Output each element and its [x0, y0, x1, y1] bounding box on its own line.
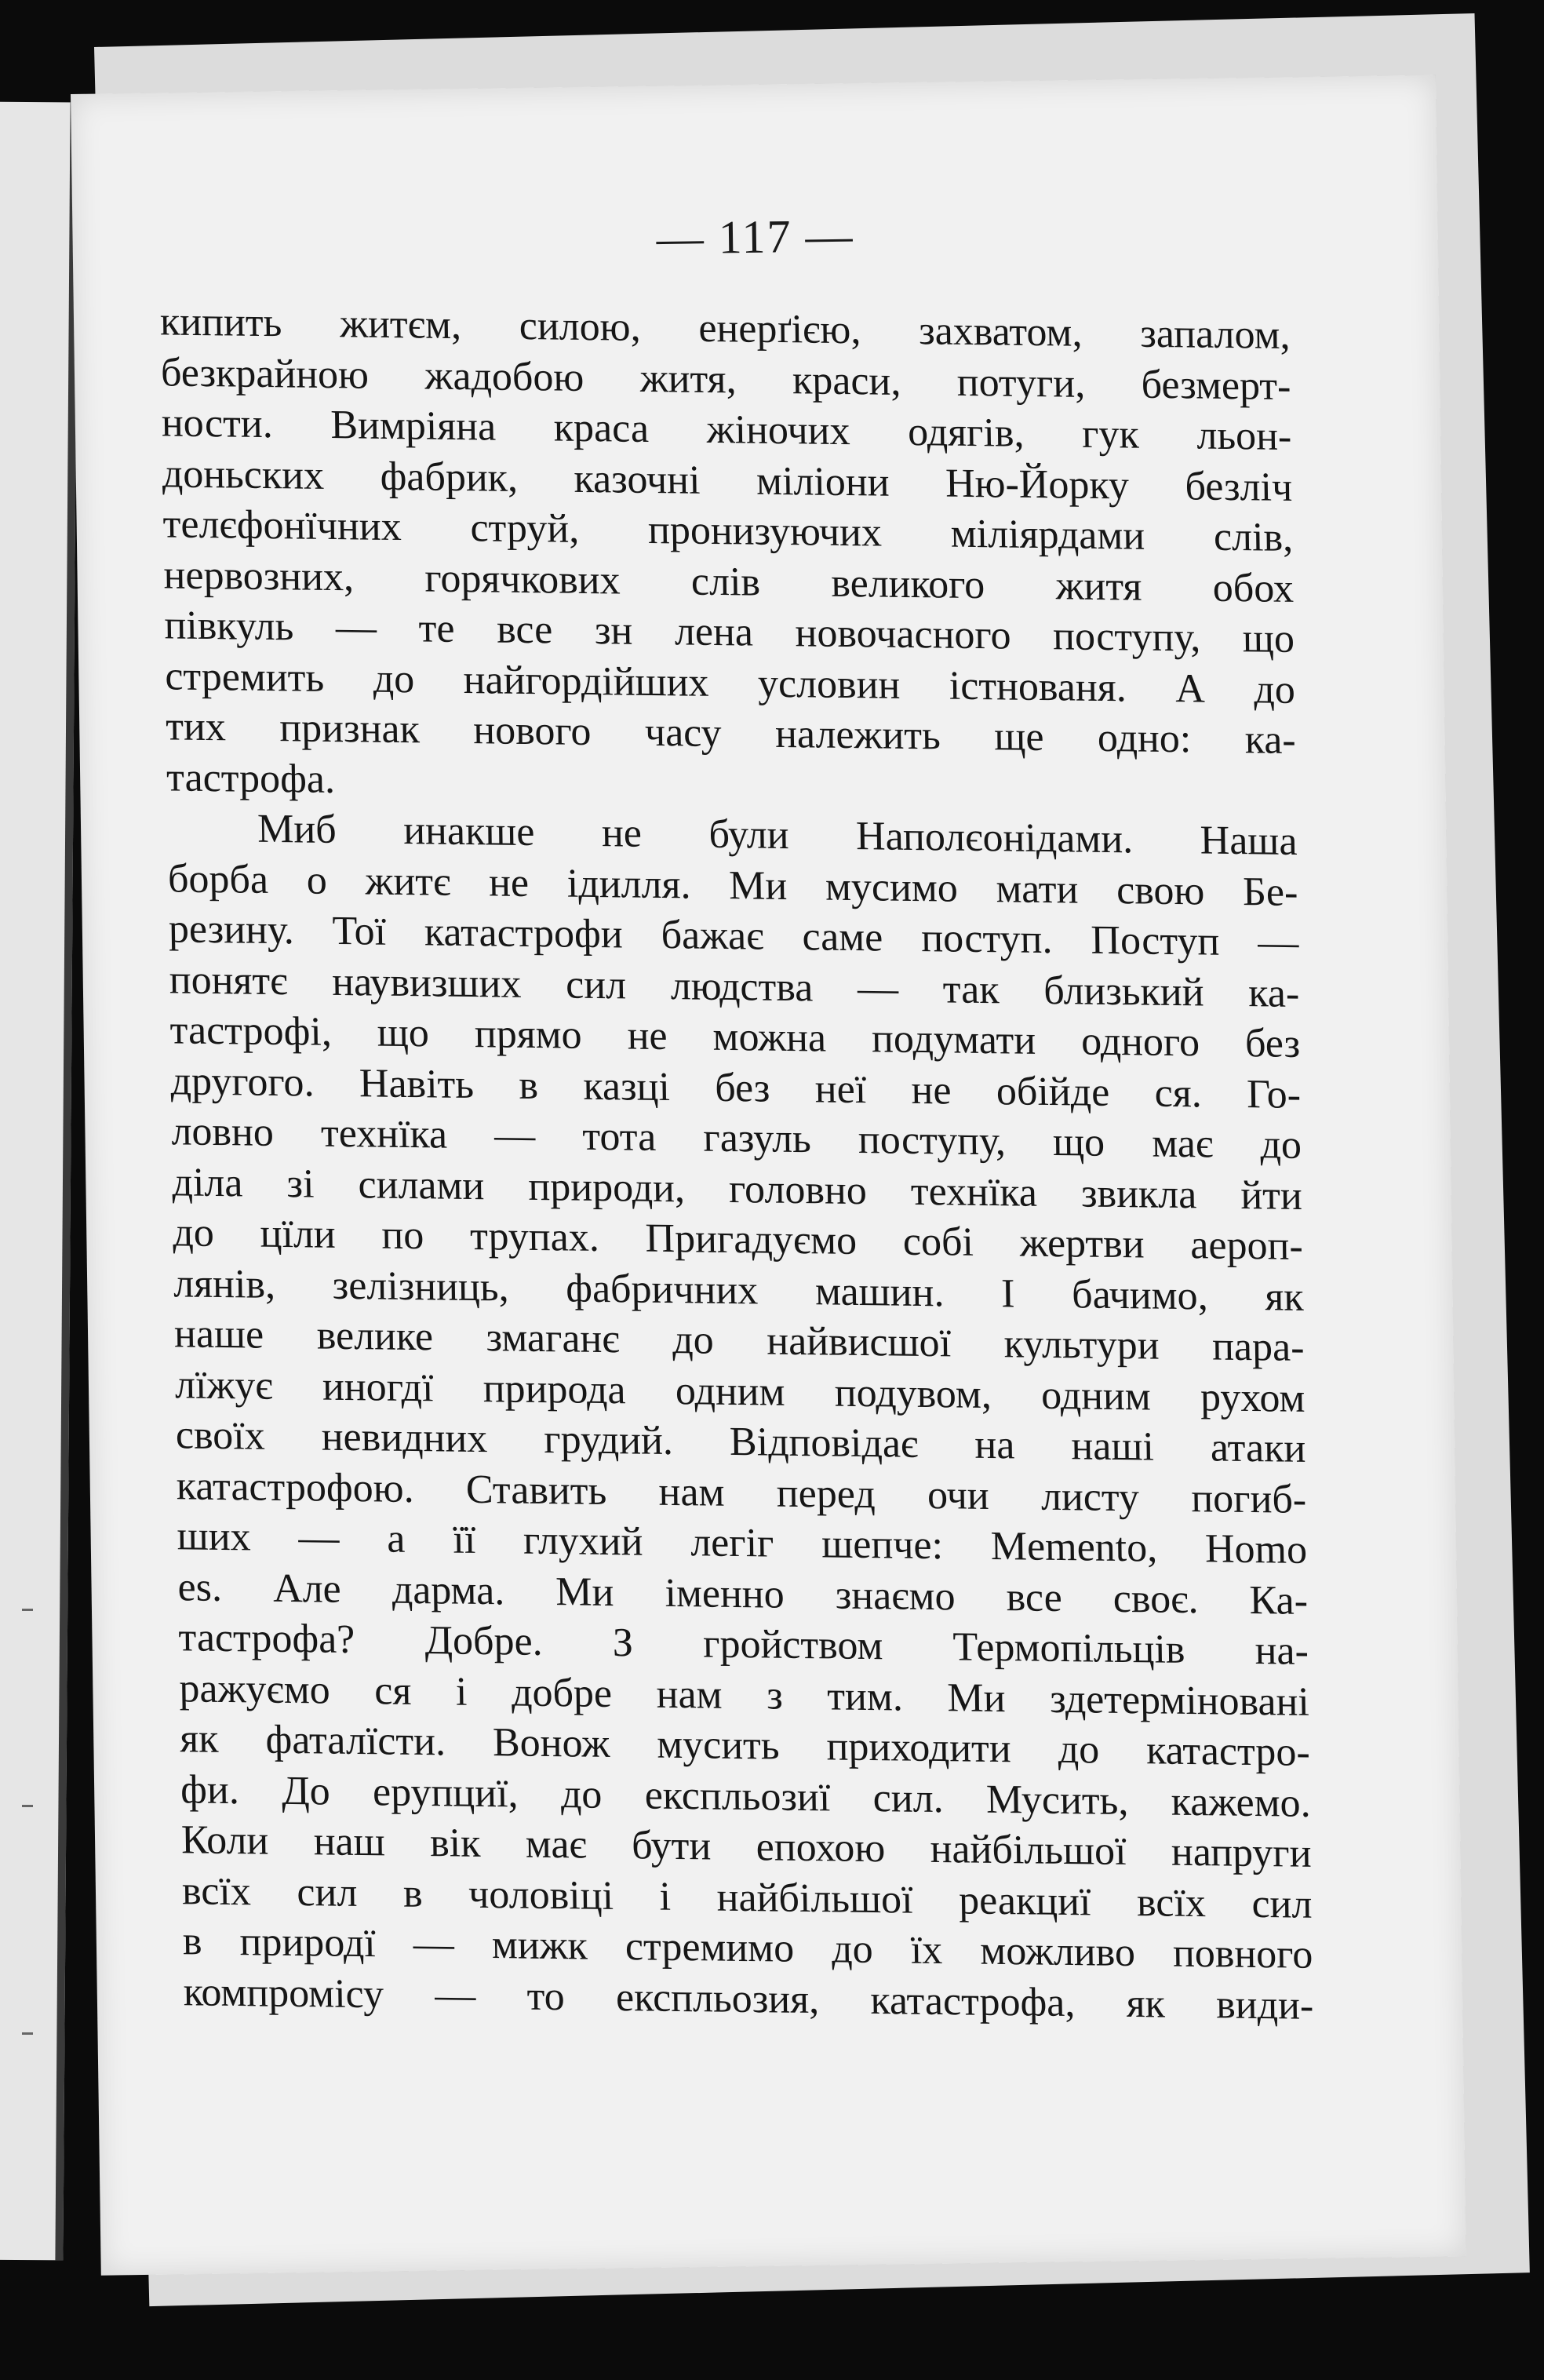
text-line: ловно технїка — тота газуль поступу, що має до	[171, 1109, 1302, 1168]
page-number: — 117 —	[656, 210, 854, 264]
text-line: es. Але дарма. Ми іменно знаємо все своє. Ка-	[177, 1564, 1309, 1624]
text-line: нервозних, горячкових слів великого житя обох	[163, 552, 1295, 611]
spine-tick	[22, 1805, 33, 1807]
text-line: тастрофа? Добре. З гройством Термопільців на-	[178, 1615, 1309, 1674]
text-line: фи. До ерупциї, до експльозиї сил. Мусить, кажемо.	[180, 1766, 1311, 1826]
text-line: другого. Навіть в казці без неї не обійде ся. Го-	[170, 1058, 1302, 1117]
text-line: тастрофа.	[166, 754, 336, 802]
text-line: наше велике змаганє до найвисшої культури пара-	[173, 1311, 1305, 1370]
text-line: безкрайною жадобою житя, краси, потуги, безмерт-	[160, 349, 1291, 409]
text-line: борба о житє не ідилля. Ми мусимо мати свою Бе-	[167, 855, 1298, 915]
text-line: Коли наш вік має бути епохою найбільшої напруги	[180, 1817, 1312, 1876]
book-page	[71, 75, 1466, 2276]
text-line: до цїли по трупах. Пригадуємо собі жертви аероп-	[172, 1210, 1304, 1269]
text-line: своїх невидних грудий. Відповідає на наші атаки	[175, 1412, 1306, 1471]
text-line: тих признак нового часу належить ще одно: ка-	[165, 704, 1297, 763]
text-line: резину. Тої катастрофи бажає саме поступ. Поступ —	[168, 906, 1299, 965]
text-line: стремить до найгордійших условин істнованя. А до	[164, 653, 1296, 713]
text-line: ражуємо ся і добре нам з тим. Ми здетерміновані	[178, 1665, 1310, 1725]
spine-tick	[22, 1609, 33, 1611]
text-line: лянів, зелізниць, фабричних машин. І бачимо, як	[173, 1260, 1304, 1320]
text-line: понятє наувизших сил людства — так близький ка-	[169, 957, 1300, 1016]
text-line: лїжує иногдї природа одним подувом, одним рухом	[174, 1361, 1305, 1421]
text-line: в природї — мижк стремимо до їх можливо повного	[182, 1919, 1313, 1977]
spine-tick	[22, 2032, 33, 2035]
text-line: як фаталїсти. Вонож мусить приходити до катастро-	[179, 1716, 1311, 1775]
text-line: катастрофою. Ставить нам перед очи листу погиб-	[176, 1463, 1307, 1522]
text-line: Миб инакше не були Наполєонідами. Наша	[257, 806, 1298, 864]
text-line: тастрофі, що прямо не можна подумати одного без	[169, 1008, 1301, 1066]
previous-page-edge	[0, 102, 78, 2261]
text-line: кипить житєм, силою, енерґією, захватом, запалом,	[159, 299, 1291, 359]
text-line: ности. Вимріяна краса жіночих одягів, гук льон-	[161, 400, 1292, 460]
text-line: всїх сил в чоловіці і найбільшої реакциї всїх сил	[181, 1868, 1313, 1927]
text-line: діла зі силами природи, головно технїка звикла йти	[171, 1159, 1303, 1219]
page-body-text	[160, 297, 1314, 2031]
text-line: доньских фабрик, казочні міліони Ню-Йорку безліч	[162, 450, 1293, 510]
text-line: ших — а її глухий легіг шепче: Memento, Homo	[177, 1514, 1308, 1573]
text-line: півкуль — те все зн лена новочасного поступу, що	[164, 603, 1295, 662]
text-line: телєфонїчних струй, пронизуючих міліярдами слів,	[162, 501, 1294, 561]
text-line: компромісу — то експльозия, катастрофа, як види-	[183, 1969, 1314, 2028]
